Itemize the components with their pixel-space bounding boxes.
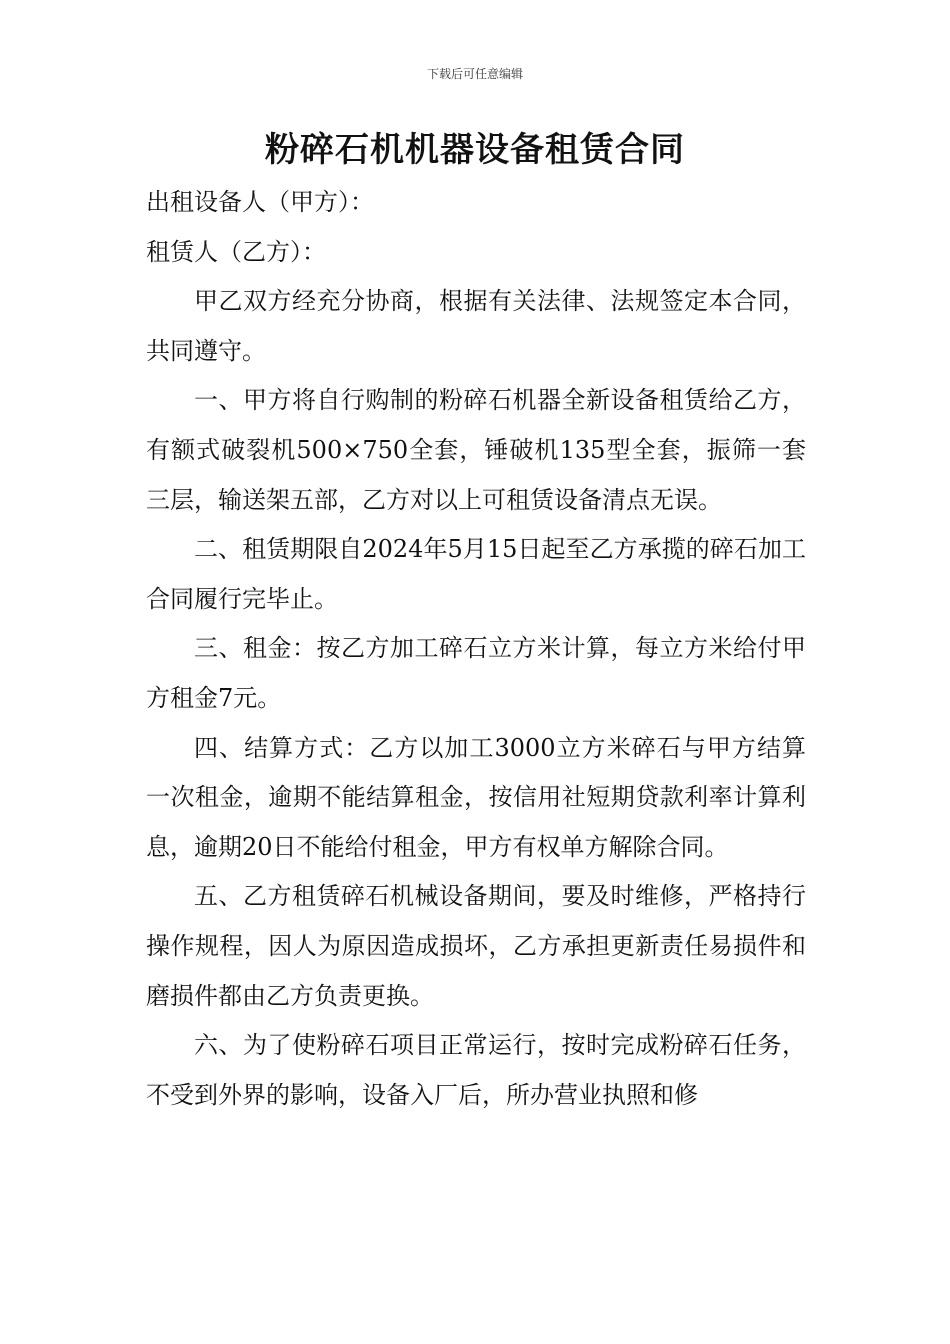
paragraph-intro: 甲乙双方经充分协商，根据有关法律、法规签定本合同，共同遵守。 xyxy=(146,287,806,365)
paragraph-clause-5: 五、乙方租赁碎石机械设备期间，要及时维修，严格持行操作规程，因人为原因造成损坏，乙方承担更新责任易损件和磨损件都由乙方负责更换。 xyxy=(146,882,806,1010)
lessor-line: 出租设备人（甲方）： xyxy=(146,188,374,216)
paragraph-clause-2: 二、租赁期限自2024年5月15日起至乙方承揽的碎石加工合同履行完毕止。 xyxy=(146,535,806,613)
header-note: 下载后可任意编辑 xyxy=(426,67,523,81)
paragraph-clause-6: 六、为了使粉碎石项目正常运行，按时完成粉碎石任务，不受到外界的影响，设备入厂后，所办营业执照和修 xyxy=(146,1031,806,1109)
contract-body xyxy=(146,178,806,1120)
paragraph-clause-1: 一、甲方将自行购制的粉碎石机器全新设备租赁给乙方，有额式破裂机500×750全套，锤破机135型全套，振筛一套三层，输送架五部，乙方对以上可租赁设备清点无误。 xyxy=(146,386,806,514)
document-title: 粉碎石机机器设备租赁合同 xyxy=(265,130,685,170)
paragraph-clause-4: 四、结算方式：乙方以加工3000立方米碎石与甲方结算一次租金，逾期不能结算租金，按信用社短期贷款利率计算利息，逾期20日不能给付租金，甲方有权单方解除合同。 xyxy=(146,733,806,861)
lessee-line: 租赁人（乙方）： xyxy=(146,237,326,266)
paragraph-clause-3: 三、租金：按乙方加工碎石立方米计算，每立方米给付甲方租金7元。 xyxy=(146,634,806,712)
